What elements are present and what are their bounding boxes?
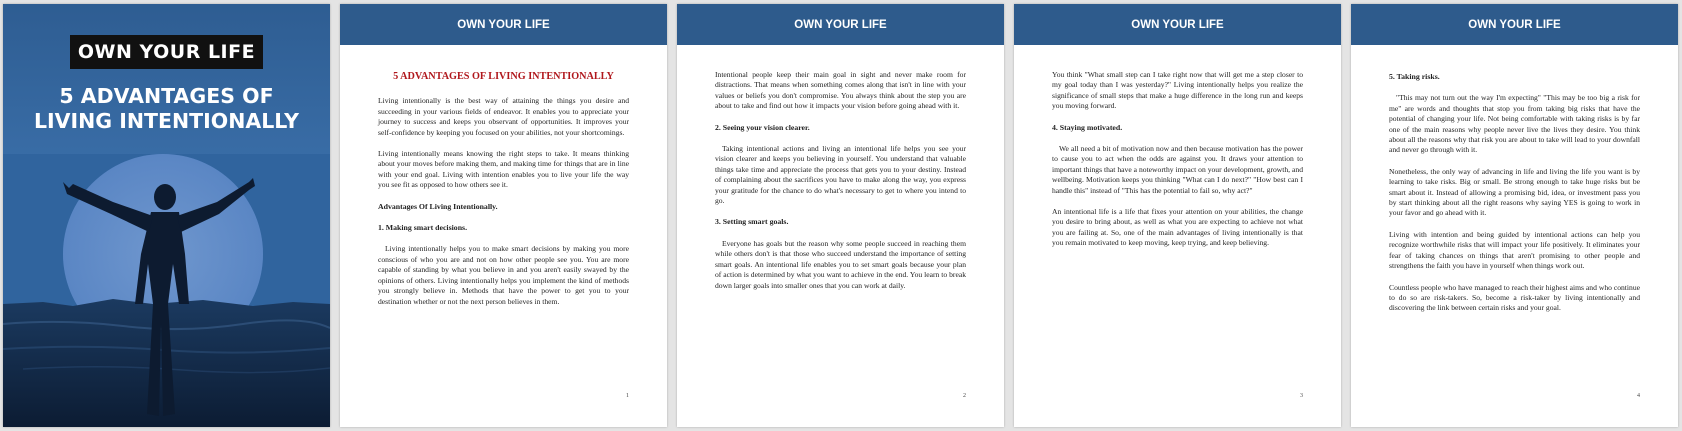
paragraph: You think "What small step can I take right now that will get me a step closer to my goal today than I was yesterday?" Living intentionally helps you realize the significance of small steps that make a huge difference in the long run and keeps you moving forward. <box>1052 70 1303 111</box>
page-content <box>1052 70 1303 260</box>
paragraph: We all need a bit of motivation now and then because motivation has the power to cause you to act when the odds are against you. It draws your attention to important things that have a noteworthy impact on your development, growth, and wellbeing. Motivation keeps you thinking "What can I do next?" "How best can I handle this" instead of "This has the potential to fail so, why act?" <box>1052 144 1303 195</box>
section-heading: 3. Setting smart goals. <box>715 217 789 227</box>
paragraph: Living with intention and being guided by intentional actions can help you recognize worthwhile risks that will impact your life positively. It eliminates your fear of taking chances on things that aren't promising to other people and strengthens the faith you have in yourself when things work out. <box>1389 229 1640 271</box>
document-page-4[interactable] <box>1351 4 1678 427</box>
page-header: OWN YOUR LIFE <box>1351 4 1678 45</box>
page-header: OWN YOUR LIFE <box>340 4 667 45</box>
paragraph: Countless people who have managed to reach their highest aims and who continue to do so are risk-takers. So, become a risk-taker by living intentionally and discovering the link between certain risks and your goal. <box>1389 282 1640 313</box>
section-heading: 1. Making smart decisions. <box>378 223 468 233</box>
paragraph: Everyone has goals but the reason why some people succeed in reaching them while others don't is that those who succeed understand the importance of setting smart goals. An intentional life enables you to set smart goals because your plan of action is determined by what you want to achieve in the end. You learn to break down larger goals into smaller ones that you can work at daily. <box>715 238 966 290</box>
paragraph: "This may not turn out the way I'm expecting" "This may be too big a risk for me" are words and thoughts that stop you from taking big risks that have the potential of changing your life. Not being comfortable with taking risks is by far one of the main reasons why people never live the lives they desire. You think about all the reasons why that risk you are about to take will lead to your downfall and never go through with it. <box>1389 93 1640 155</box>
page-number: 2 <box>963 393 966 399</box>
section-heading: 2. Seeing your vision clearer. <box>715 122 810 132</box>
cover-title: OWN YOUR LIFE <box>70 35 263 69</box>
page-number: 3 <box>1300 393 1303 399</box>
paragraph: Living intentionally helps you to make smart decisions by making you more conscious of who you are and not on how other people see you. You are more capable of standing by what you believe in and you aren't easily swayed by the opinions of others. Living intentionally helps you implement the kind of methods you strongly believe in. Methods that have the power to get you to your destination whether or not the next person believes in them. <box>378 244 629 306</box>
cover-subtitle-line2: LIVING INTENTIONALLY <box>33 109 300 133</box>
paragraph: Nonetheless, the only way of advancing in life and living the life you want is by learning to take risks. Big or small. Be strong enough to take huge risks but be smart about it. Instead of allowing a promising bid, idea, or investment pass you by start thinking about all the right reasons why saying YES is going to work in your favor and go ahead with it. <box>1389 166 1640 218</box>
section-heading: 5. Taking risks. <box>1389 72 1440 81</box>
paragraph: An intentional life is a life that fixes your attention on your abilities, the change you desire to bring about, as well as what you are expecting to achieve not what you are failing at. So, one of the main advantages of living intentionally is that you remain motivated to keep moving, keep trying, and keep believing. <box>1052 207 1303 248</box>
document-page-1[interactable] <box>340 4 667 427</box>
page-content <box>378 66 629 318</box>
page-header: OWN YOUR LIFE <box>677 4 1004 45</box>
page-header: OWN YOUR LIFE <box>1014 4 1341 45</box>
paragraph: Living intentionally means knowing the right steps to take. It means thinking about your moves before making them, and making time for things that are in line with your end goal. Living with intention enables you to live your life the way you see fit as opposed to how others see it. <box>378 149 629 190</box>
page-content <box>1389 70 1640 325</box>
document-title: 5 ADVANTAGES OF LIVING INTENTIONALLY <box>393 71 614 82</box>
page-number: 4 <box>1637 393 1640 399</box>
paragraph: Living intentionally is the best way of attaining the things you desire and succeeding in your various fields of endeavor. It enables you to appreciate your journey to success and keeps you observant of opportunities. It improves your self-confidence by keeping you focused on your abilities, not your shortcomings. <box>378 96 629 137</box>
document-page-3[interactable] <box>1014 4 1341 427</box>
document-page-2[interactable] <box>677 4 1004 427</box>
cover-page[interactable] <box>3 4 330 427</box>
section-heading: 4. Staying motivated. <box>1052 122 1123 132</box>
silhouette-illustration <box>3 154 330 427</box>
paragraph: Intentional people keep their main goal in sight and never make room for distractions. That means when something comes along that isn't in line with your values or beliefs you don't compromise. You always think about the step you are about to take and find out how it impacts your vision before going ahead with it. <box>715 70 966 111</box>
page-content <box>715 70 966 302</box>
paragraph: Taking intentional actions and living an intentional life helps you see your vision clearer and keeps you believing in yourself. You understand that valuable things take time and appreciate the process that gets you to your destiny. Instead of complaining about the sacrifices you have to make along the way, you express your gratitude for the chance to do what's necessary to get to where you intend to go. <box>715 144 966 206</box>
cover-subtitle-line1: 5 ADVANTAGES OF <box>59 84 274 108</box>
page-number: 1 <box>626 393 629 399</box>
section-heading: Advantages Of Living Intentionally. <box>378 201 498 211</box>
